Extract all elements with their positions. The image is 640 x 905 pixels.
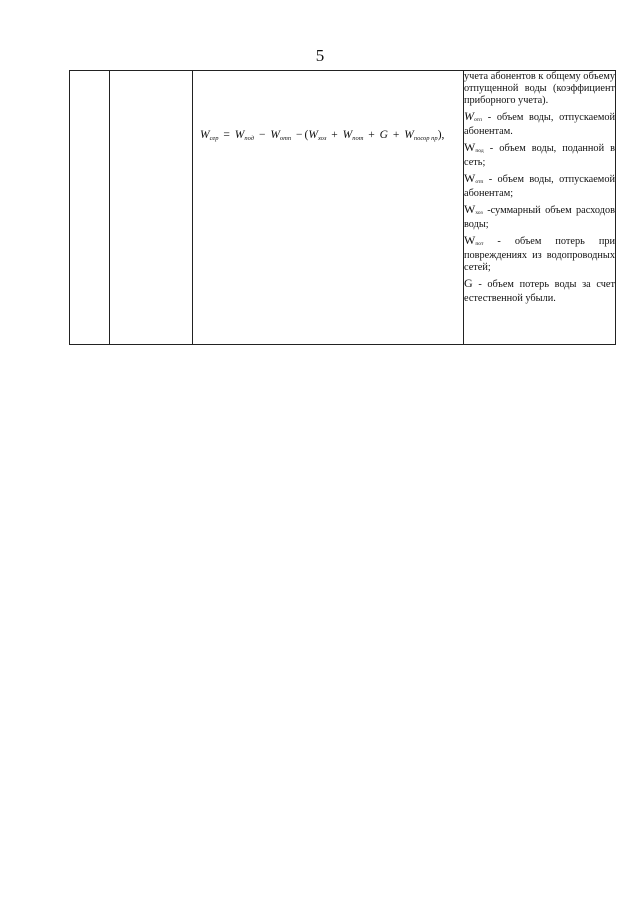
formula-term-household: W bbox=[308, 129, 318, 141]
formula-open-paren: ( bbox=[304, 129, 309, 141]
description-item bbox=[464, 234, 615, 274]
description-cell bbox=[464, 71, 616, 345]
symbol-sub: хоз bbox=[475, 210, 483, 216]
description-item bbox=[464, 277, 615, 305]
description-item bbox=[464, 110, 615, 138]
description-text: - объем воды, отпускаемой абонентам; bbox=[464, 174, 615, 199]
description-item bbox=[464, 172, 615, 200]
water-balance-formula bbox=[200, 129, 444, 142]
formula-term-released: W bbox=[270, 129, 280, 141]
formula-minus: − bbox=[258, 129, 266, 141]
formula-lhs: W bbox=[200, 129, 210, 141]
symbol-letter: W bbox=[464, 202, 476, 216]
formula-term-damage: W bbox=[404, 129, 414, 141]
formula-term-losses-sub: пот bbox=[352, 135, 364, 142]
formula-plus: + bbox=[368, 129, 375, 141]
description-symbol bbox=[464, 233, 483, 247]
symbol-sub: пот bbox=[475, 241, 484, 247]
symbol-letter: W bbox=[464, 171, 476, 185]
symbol-letter: W bbox=[464, 233, 476, 247]
table-row bbox=[70, 71, 616, 345]
document-table bbox=[69, 70, 616, 345]
symbol-sub: отп bbox=[474, 117, 483, 123]
formula-term-supplied: W bbox=[234, 129, 245, 141]
description-symbol bbox=[464, 276, 473, 290]
description-symbol bbox=[464, 202, 483, 216]
symbol-letter: W bbox=[464, 109, 474, 123]
symbol-sub: отп bbox=[475, 179, 484, 185]
formula-term-damage-sub: посор пр bbox=[413, 135, 438, 142]
table-cell-empty-1 bbox=[70, 71, 110, 345]
formula-close: ), bbox=[437, 129, 445, 141]
description-text: учета абонентов к общему объему отпущенной воды (коэффициент приборного учета). bbox=[464, 71, 615, 106]
page-number: 5 bbox=[315, 46, 325, 65]
description-item bbox=[464, 141, 615, 169]
description-symbol bbox=[464, 140, 484, 154]
formula-plus: + bbox=[392, 129, 400, 141]
table-cell-empty-2 bbox=[110, 71, 193, 345]
formula-lhs-sub: сер bbox=[209, 135, 219, 142]
formula-term-g: G bbox=[379, 129, 388, 141]
description-item bbox=[464, 203, 615, 231]
description-text: - объем потерь воды за счет естественной убыли. bbox=[464, 279, 615, 304]
description-item bbox=[464, 71, 615, 107]
description-text: - объем потерь при повреждениях из водопроводных сетей; bbox=[464, 236, 615, 273]
formula-term-supplied-sub: под bbox=[244, 135, 255, 142]
description-symbol bbox=[464, 109, 482, 123]
formula-equals: = bbox=[223, 129, 230, 141]
formula-term-household-sub: хоз bbox=[317, 135, 327, 142]
formula-minus: − bbox=[296, 129, 303, 141]
description-symbol bbox=[464, 171, 483, 185]
description-text: -суммарный объем расходов воды; bbox=[464, 205, 615, 230]
formula-plus: + bbox=[331, 129, 338, 141]
symbol-letter: W bbox=[464, 140, 476, 154]
symbol-letter: G bbox=[464, 276, 473, 290]
formula-term-released-sub: отп bbox=[279, 135, 292, 142]
description-text: - объем воды, поданной в сеть; bbox=[464, 143, 616, 168]
formula-term-losses: W bbox=[342, 129, 353, 141]
symbol-sub: под bbox=[475, 148, 484, 154]
formula-cell bbox=[193, 71, 464, 345]
description-text: - объем воды, отпускаемой абонентам. bbox=[464, 112, 615, 137]
